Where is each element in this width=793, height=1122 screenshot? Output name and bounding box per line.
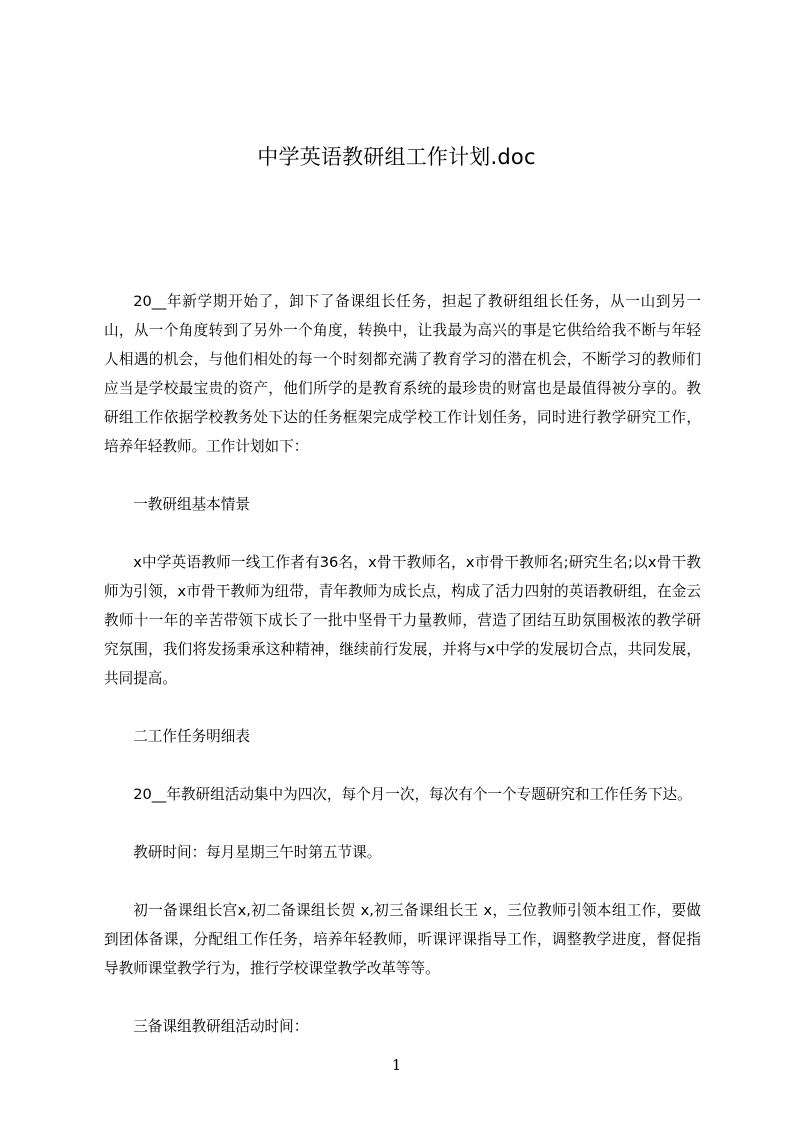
paragraph-research-time: 教研时间：每月星期三午时第五节课。 — [133, 844, 382, 861]
section-heading-task-list: 二工作任务明细表 — [133, 728, 250, 745]
section-heading-activity-time: 三备课组教研组活动时间： — [133, 1018, 309, 1035]
paragraph-basic-situation: x中学英语教师一线工作者有36名，x骨干教师名，x市骨干教师名;研究生名;以x骨干教师为引领，x市骨干教师为纽带，青年教师为成长点，构成了活力四射的英语教研组，在金云教师十一年的辛苦带领下成长了一批中坚骨干力量教师，营造了团结互助氛围极浓的教学研究氛围，我们将发扬秉承这种精神，继续前行发展，并将与x中学的发展切合点，共同发展，共同提高。 — [104, 554, 701, 687]
paragraph-group-leaders: 初一备课组长宫x,初二备课组长贺 x,初三备课组长王 x，三位教师引领本组工作，要做到团体备课，分配组工作任务，培养年轻教师，听课评课指导工作，调整教学进度，督促指导教师课堂教学行为，推行学校课堂教学改革等等。 — [104, 902, 701, 977]
section-heading-basic-situation: 一教研组基本情景 — [133, 496, 250, 513]
paragraph-activity-schedule: 20__年教研组活动集中为四次，每个月一次，每次有个一个专题研究和工作任务下达。 — [133, 786, 692, 803]
document-title: 中学英语教研组工作计划.doc — [257, 145, 536, 169]
paragraph-intro: 20__年新学期开始了，卸下了备课组长任务，担起了教研组组长任务，从一山到另一山，从一个角度转到了另外一个角度，转换中，让我最为高兴的事是它供给给我不断与年轻人相遇的机会，与他们相处的每一个时刻都充满了教育学习的潜在机会，不断学习的教师们应当是学校最宝贵的资产，他们所学的是教育系统的最珍贵的财富也是最值得被分享的。教研组工作依据学校教务处下达的任务框架完成学校工作计划任务，同时进行教学研究工作，培养年轻教师。工作计划如下： — [104, 293, 701, 455]
document-body — [104, 287, 701, 1070]
page-number: 1 — [391, 1056, 402, 1074]
